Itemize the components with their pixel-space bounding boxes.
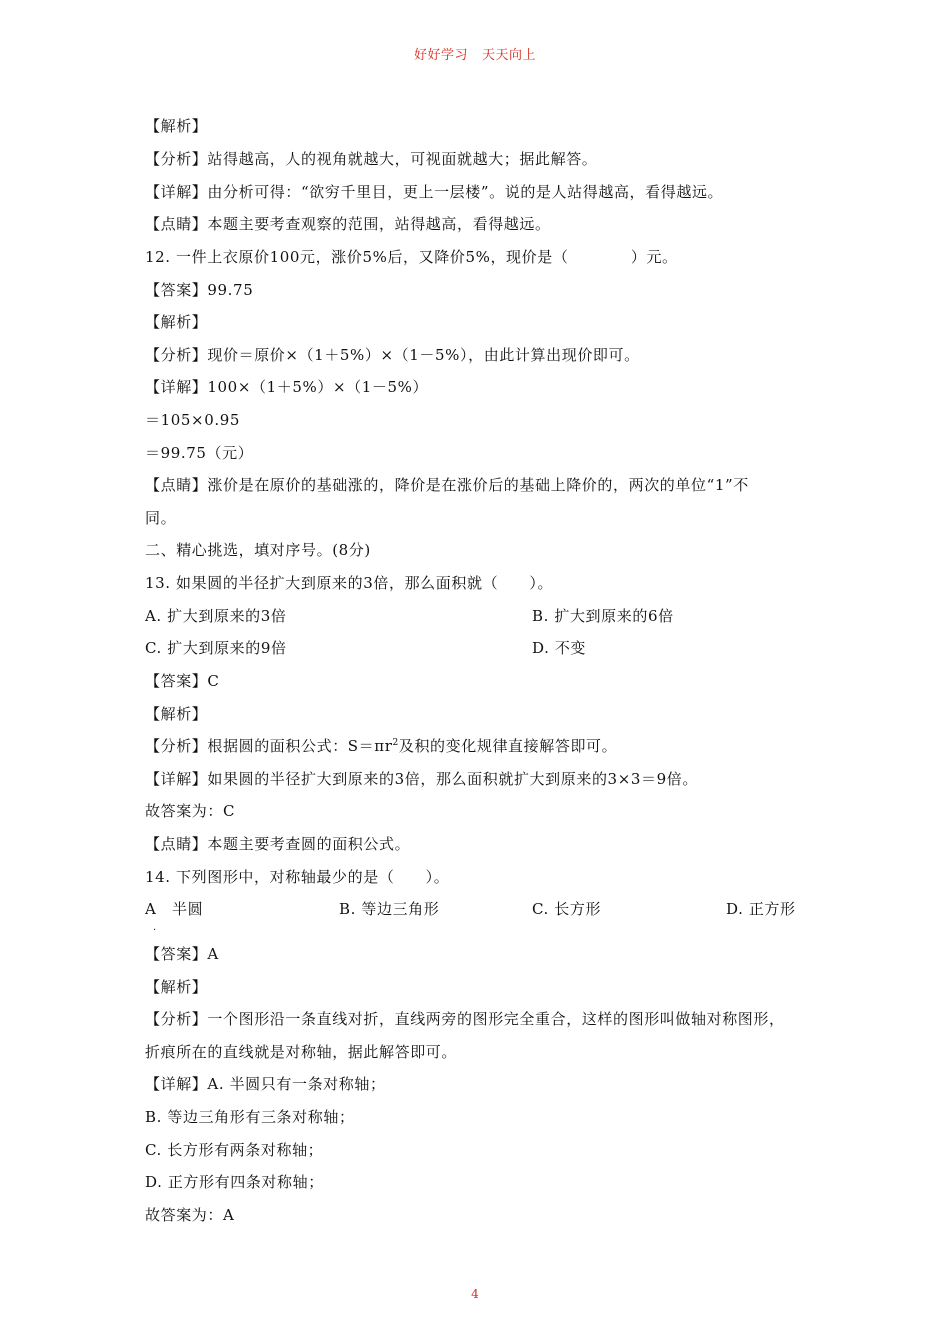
q14-option-c: C. 长方形 bbox=[532, 900, 602, 918]
text-line: 故答案为：A bbox=[145, 1206, 235, 1224]
text-line: C. 长方形有两条对称轴； bbox=[145, 1141, 324, 1159]
question-13: 13. 如果圆的半径扩大到原来的3倍，那么面积就（ ）。 bbox=[145, 574, 554, 592]
text-line: 【详解】如果圆的半径扩大到原来的3倍，那么面积就扩大到原来的3×3＝9倍。 bbox=[145, 770, 698, 788]
text-line: 【详解】A. 半圆只有一条对称轴； bbox=[145, 1075, 386, 1093]
text-line: 【分析】站得越高，人的视角就越大，可视面就越大；据此解答。 bbox=[145, 150, 598, 168]
q14-option-a: A 半圆 bbox=[145, 900, 204, 918]
text-line: 【解析】 bbox=[145, 117, 208, 135]
q13-option-c: C. 扩大到原来的9倍 bbox=[145, 639, 287, 657]
stray-dot: . bbox=[153, 922, 157, 933]
text-line: 【详解】由分析可得：“欲穷千里目，更上一层楼”。说的是人站得越高，看得越远。 bbox=[145, 183, 724, 201]
header-left-text: 好好学习 bbox=[413, 48, 468, 63]
text-line: ＝105×0.95 bbox=[145, 411, 240, 429]
header-right-text: 天天向上 bbox=[482, 48, 537, 63]
text-line: 【点睛】本题主要考查圆的面积公式。 bbox=[145, 835, 411, 853]
text-line: 【分析】一个图形沿一条直线对折，直线两旁的图形完全重合，这样的图形叫做轴对称图形， bbox=[145, 1010, 785, 1028]
text-line: 【点睛】涨价是在原价的基础涨的，降价是在涨价后的基础上降价的，两次的单位“1”不 bbox=[145, 476, 749, 494]
answer-13: 【答案】C bbox=[145, 672, 220, 690]
text-line: 同。 bbox=[145, 509, 177, 527]
answer-12: 【答案】99.75 bbox=[145, 281, 254, 299]
q13-option-b: B. 扩大到原来的6倍 bbox=[532, 607, 674, 625]
text-line: 【解析】 bbox=[145, 705, 208, 723]
superscript: 2 bbox=[392, 738, 399, 748]
q14-option-d: D. 正方形 bbox=[726, 900, 796, 918]
page-number: 4 bbox=[471, 1287, 479, 1301]
q13-option-a: A. 扩大到原来的3倍 bbox=[145, 607, 287, 625]
text-line: D. 正方形有四条对称轴； bbox=[145, 1173, 324, 1191]
text-line: ＝99.75（元） bbox=[145, 444, 254, 462]
text-line: 折痕所在的直线就是对称轴，据此解答即可。 bbox=[145, 1043, 458, 1061]
text-line: 【详解】100×（1＋5%）×（1－5%） bbox=[145, 378, 429, 396]
text-line: B. 等边三角形有三条对称轴； bbox=[145, 1108, 355, 1126]
text-line: 【解析】 bbox=[145, 978, 208, 996]
page-header bbox=[0, 44, 950, 63]
question-14: 14. 下列图形中，对称轴最少的是（ ）。 bbox=[145, 868, 450, 886]
text-line: 【点睛】本题主要考查观察的范围，站得越高，看得越远。 bbox=[145, 215, 551, 233]
text-line: 【分析】现价＝原价×（1＋5%）×（1－5%），由此计算出现价即可。 bbox=[145, 346, 640, 364]
answer-14: 【答案】A bbox=[145, 945, 219, 963]
q13-option-d: D. 不变 bbox=[532, 639, 587, 657]
section-heading: 二、精心挑选，填对序号。(8分) bbox=[145, 541, 371, 559]
text-line: 【解析】 bbox=[145, 313, 208, 331]
text-line: 【分析】根据圆的面积公式：$S=\pi r^2$及积的变化规律直接解答即可。 bbox=[145, 737, 618, 755]
text-line: 故答案为：C bbox=[145, 802, 236, 820]
q14-option-b: B. 等边三角形 bbox=[339, 900, 440, 918]
question-12: 12. 一件上衣原价100元，涨价5%后，又降价5%，现价是（ ）元。 bbox=[145, 248, 678, 266]
